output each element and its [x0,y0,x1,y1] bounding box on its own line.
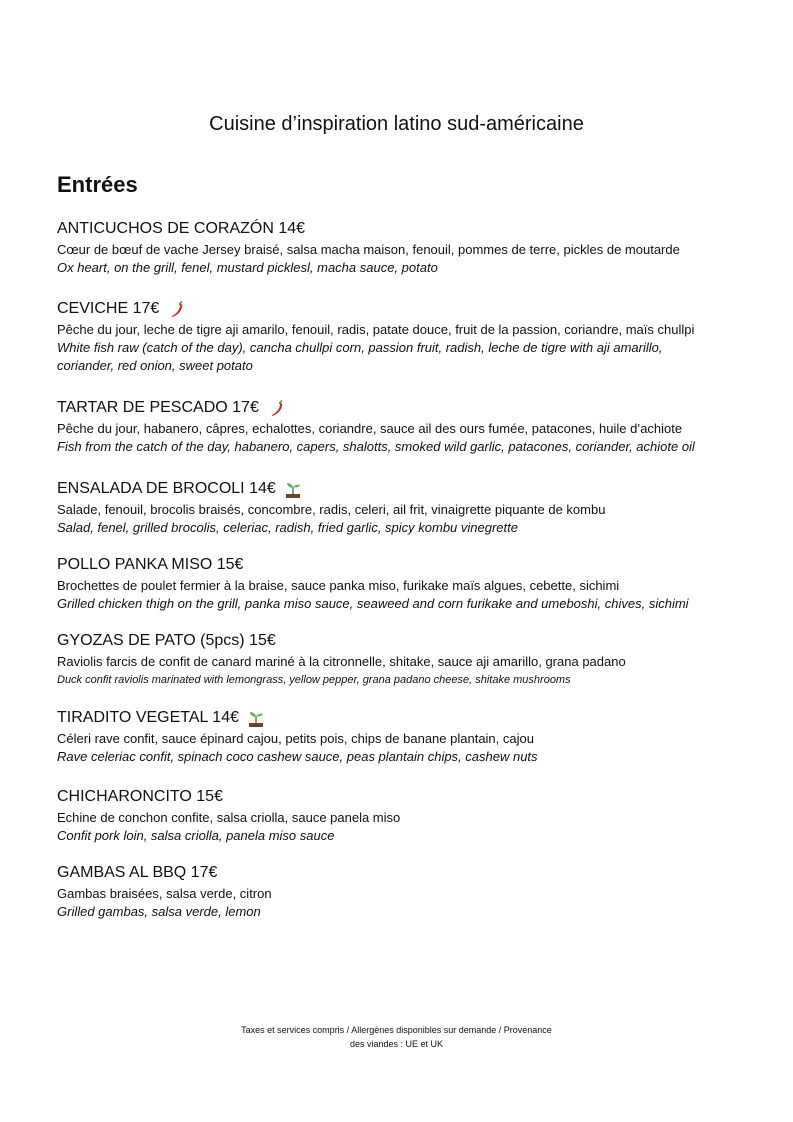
dish-description-en: Grilled gambas, salsa verde, lemon [57,904,261,919]
dish-description-en: Duck confit raviolis marinated with lemongrass, yellow pepper, grana padano cheese, shitake mushrooms [57,674,571,686]
dish-description-fr: Pêche du jour, habanero, câpres, echalottes, coriandre, sauce ail des ours fumée, patacones, huile d’achiote [57,421,683,436]
menu-item [57,863,757,921]
menu-item [57,631,757,689]
footer-line: des viandes : UE et UK [349,1039,444,1049]
menu-item [57,555,757,613]
dish-name: CEVICHE 17€ [57,300,160,317]
chili-pepper-icon [267,399,285,417]
seedling-icon [284,480,302,498]
dish-name: ENSALADA DE BROCOLI 14€ [57,480,276,497]
dish-description-fr: Gambas braisées, salsa verde, citron [57,886,272,901]
menu-item [57,787,757,845]
dish-name: ANTICUCHOS DE CORAZÓN 14€ [57,220,306,237]
dish-description-en: Ox heart, on the grill, fenel, mustard picklesl, macha sauce, potato [57,260,438,275]
dish-name: GYOZAS DE PATO (5pcs) 15€ [57,632,276,649]
dish-description-fr: Cœur de bœuf de vache Jersey braisé, salsa macha maison, fenouil, pommes de terre, pickles de moutarde [57,242,680,257]
dish-description-fr: Echine de conchon confite, salsa criolla, sauce panela miso [57,810,401,825]
menu-item [57,299,757,375]
section-title: Entrées [57,172,138,197]
dish-name: TIRADITO VEGETAL 14€ [57,709,239,726]
menu-item [57,708,757,766]
footer-note [0,1023,793,1051]
seedling-icon [247,709,265,727]
dish-name: CHICHARONCITO 15€ [57,788,223,805]
dish-description-fr: Brochettes de poulet fermier à la braise, sauce panka miso, furikake maïs algues, cebette, sichimi [57,578,620,593]
menu-item [57,219,757,277]
dish-description-en: Grilled chicken thigh on the grill, panka miso sauce, seaweed and corn furikake and umeboshi, chives, sichimi [57,596,689,611]
menu-item [57,398,757,456]
dish-description-fr: Céleri rave confit, sauce épinard cajou, petits pois, chips de banane plantain, cajou [57,731,534,746]
dish-description-en: Confit pork loin, salsa criolla, panela miso sauce [57,828,335,843]
menu-item [57,479,757,537]
dish-description-en: Fish from the catch of the day, habanero, capers, shalotts, smoked wild garlic, patacones, coriander, achiote oil [57,439,695,454]
dish-description-fr: Salade, fenouil, brocolis braisés, concombre, radis, celeri, ail frit, vinaigrette piquante de kombu [57,502,606,517]
footer-line: Taxes et services compris / Allergènes disponibles sur demande / Provenance [241,1025,552,1035]
dish-description-fr: Pêche du jour, leche de tigre aji amarilo, fenouil, radis, patate douce, fruit de la passion, coriandre, maïs chullpi [57,322,695,337]
dish-name: GAMBAS AL BBQ 17€ [57,864,218,881]
dish-description-en: Rave celeriac confit, spinach coco cashew sauce, peas plantain chips, cashew nuts [57,749,538,764]
dish-description-en: Salad, fenel, grilled brocolis, celeriac, radish, fried garlic, spicy kombu vinegrette [57,520,518,535]
menu-subtitle: Cuisine d’inspiration latino sud-américaine [209,113,584,135]
dish-name: POLLO PANKA MISO 15€ [57,556,244,573]
dish-description-fr: Raviolis farcis de confit de canard mariné à la citronnelle, shitake, sauce aji amarillo, grana padano [57,654,626,669]
chili-pepper-icon [167,300,185,318]
dish-name: TARTAR DE PESCADO 17€ [57,399,259,416]
dish-description-en-cont: coriander, red onion, sweet potato [57,358,253,373]
dish-description-en: White fish raw (catch of the day), cancha chullpi corn, passion fruit, radish, leche de tigre with aji amarillo, [57,340,663,355]
